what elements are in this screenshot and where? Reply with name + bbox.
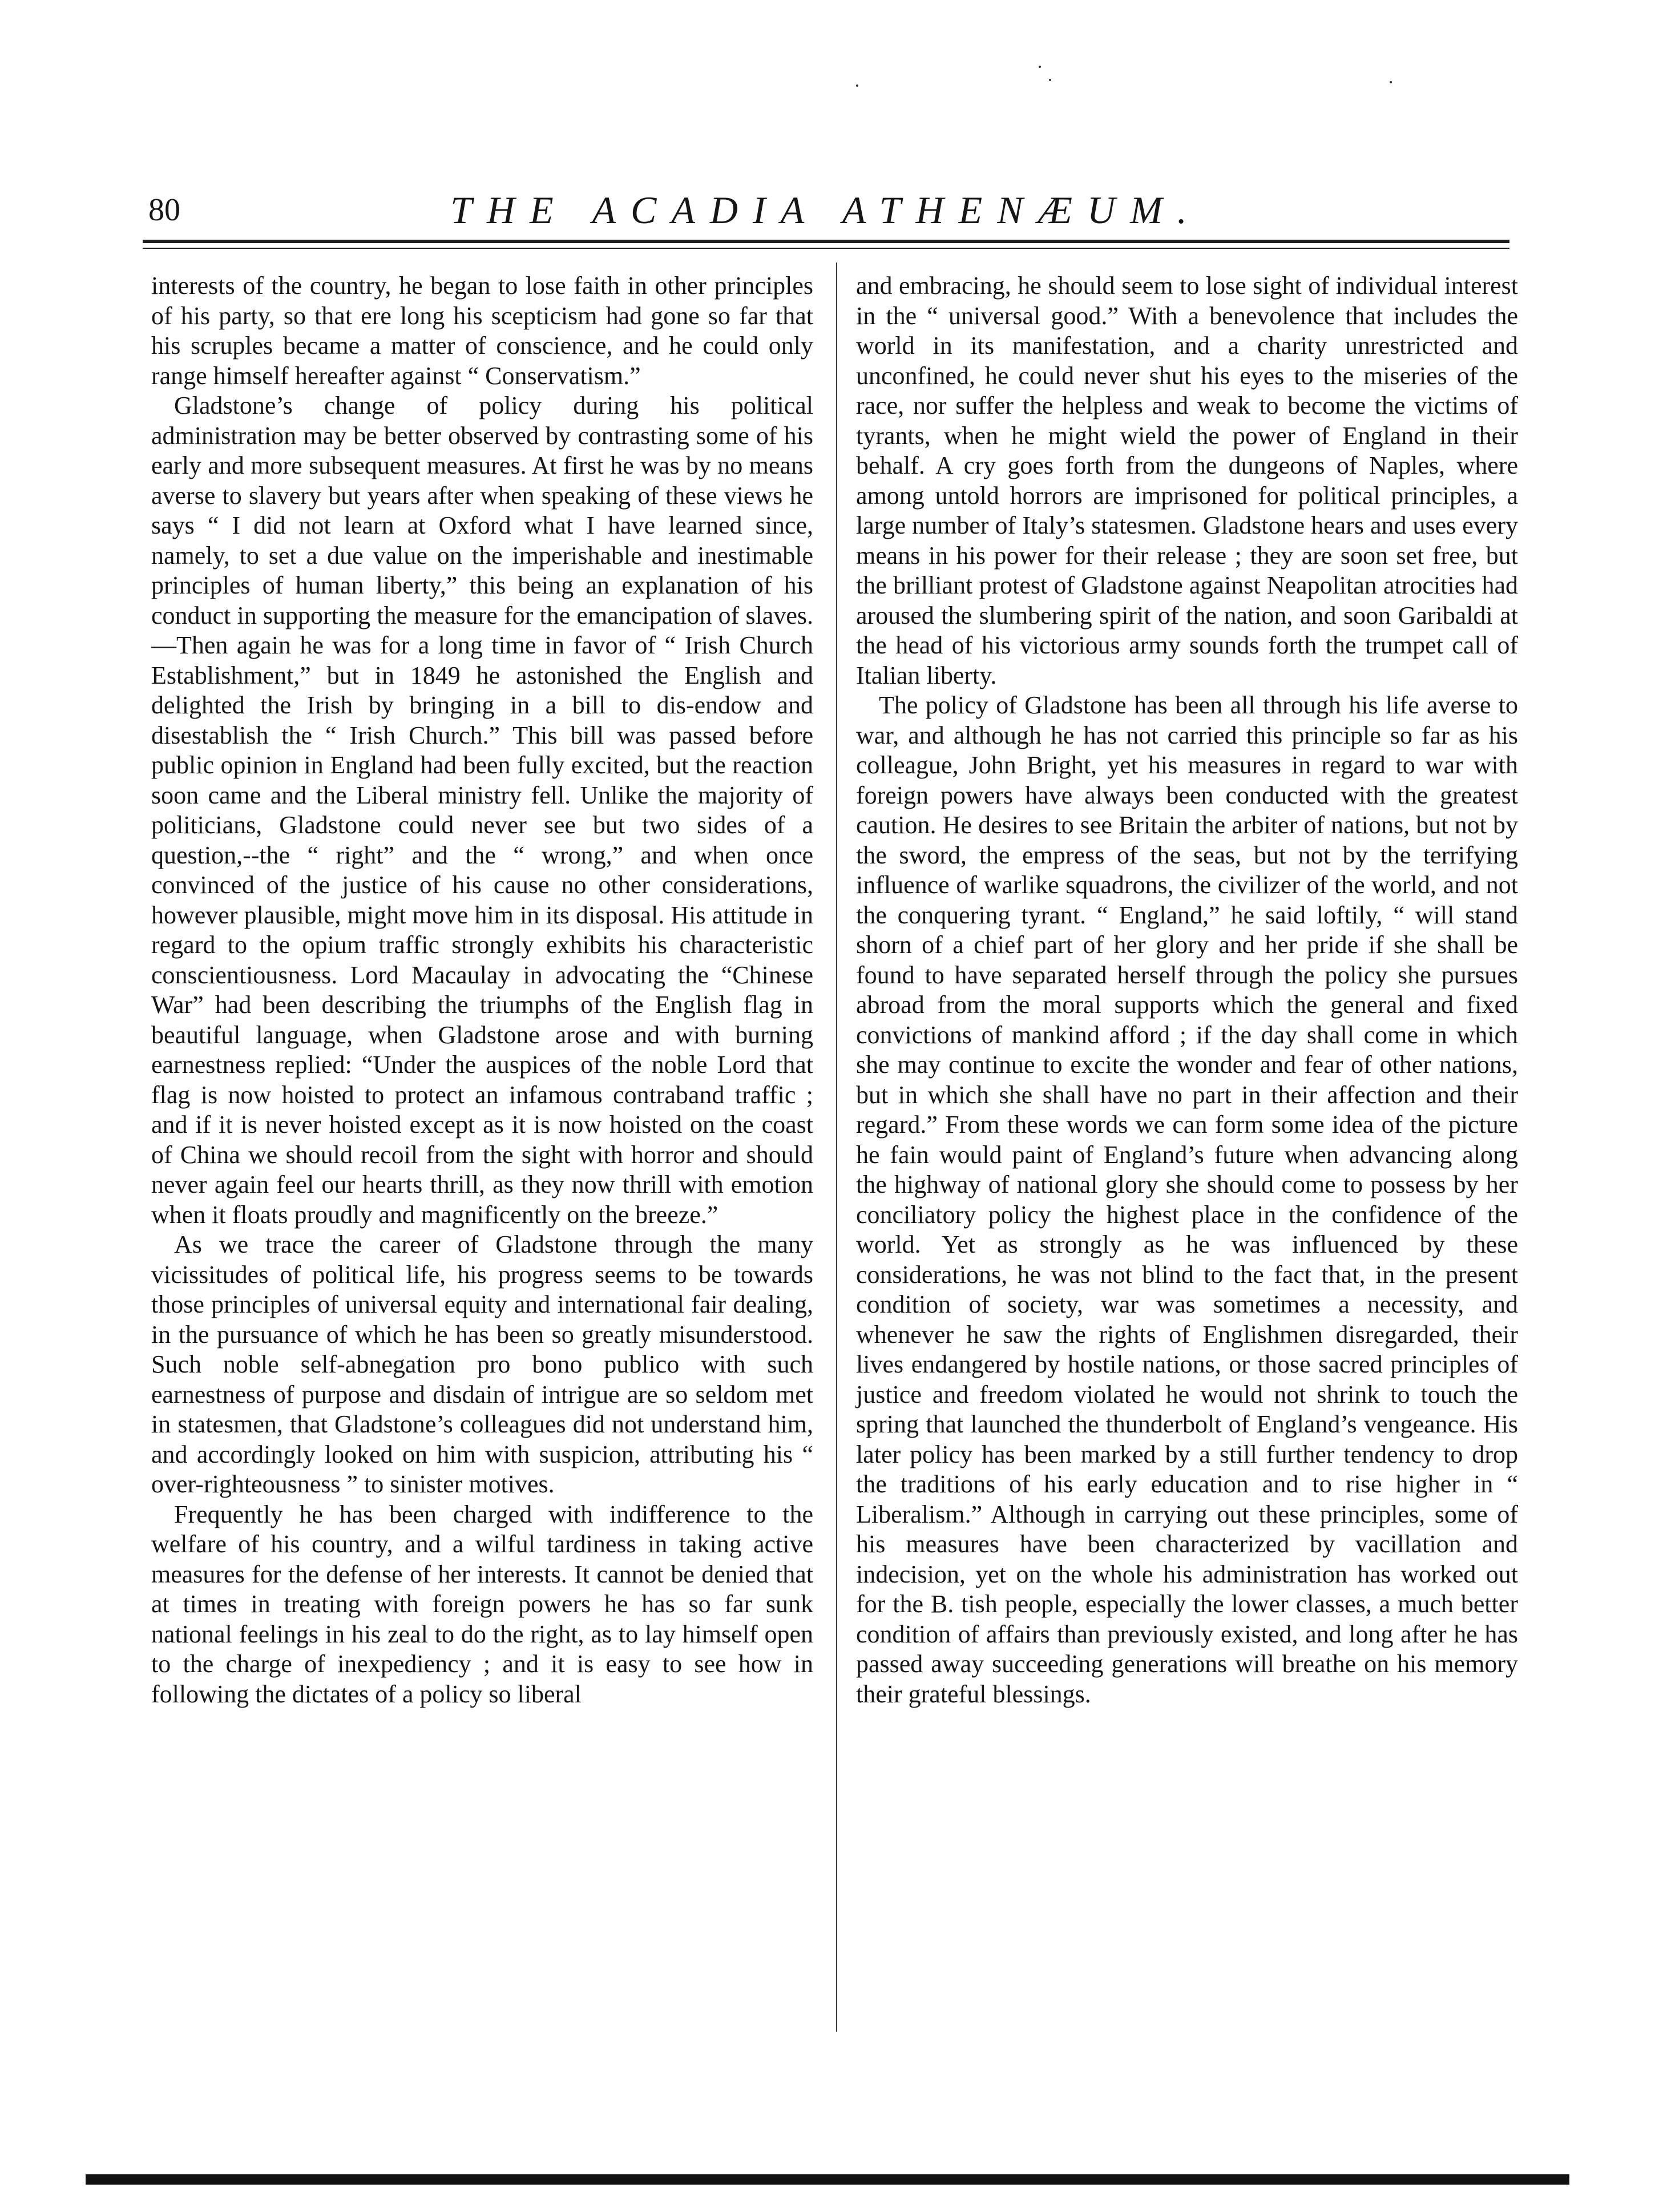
page-number: 80: [148, 192, 180, 228]
journal-title: THE ACADIA ATHENÆUM.: [450, 188, 1202, 232]
page-header: [143, 181, 1509, 239]
header-rule: [143, 240, 1509, 243]
header-rule-thin: [143, 248, 1509, 249]
paragraph: Gladstone’s change of policy during his political administration may be better observed by contrasting some of his early and more subsequent measures. At first he was by no means averse to slavery but years after when speaking of these views he says “ I did not learn at Oxford what I have learned since, namely, to set a due value on the imperishable and inestimable principles of human liberty,” this being an explanation of his conduct in supporting the measure for the emancipation of slaves.—Then again he was for a long time in favor of “ Irish Church Establishment,” but in 1849 he astonished the English and delighted the Irish by bringing in a bill to dis-endow and disestablish the “ Irish Church.” This bill was passed before public opinion in England had been fully excited, but the reaction soon came and the Liberal ministry fell. Unlike the majority of politicians, Gladstone could never see but two sides of a question,--the “ right” and the “ wrong,” and when once convinced of the justice of his cause no other considerations, however plausible, might move him in its disposal. His attitude in regard to the opium traffic strongly exhibits his characteristic conscientiousness. Lord Macaulay in advocating the “Chinese War” had been describing the triumphs of the English flag in beautiful language, when Gladstone arose and with burning earnestness replied: “Under the auspices of the noble Lord that flag is now hoisted to protect an infamous contraband traffic ; and if it is never hoisted except as it is now hoisted on the coast of China we should recoil from the sight with horror and should never again feel our hearts thrill, as they now thrill with emotion when it floats proudly and magnificently on the breeze.”: [151, 391, 813, 1229]
paragraph: As we trace the career of Gladstone through the many vicissitudes of political life, his progress seems to be towards those principles of universal equity and international fair dealing, in the pursuance of which he has been so greatly misunderstood. Such noble self-abnegation pro bono publico with such earnestness of purpose and disdain of intrigue are so seldom met in statesmen, that Gladstone’s colleagues did not understand him, and accordingly looked on him with suspicion, attributing his “ over-righteousness ” to sinister motives.: [151, 1230, 813, 1498]
paragraph: interests of the country, he began to lose faith in other principles of his party, so that ere long his scepticism had gone so far that his scruples became a matter of conscience, and he could only range himself hereafter against “ Conservatism.”: [151, 272, 813, 390]
column-divider: [836, 263, 837, 2032]
right-column: [856, 271, 1518, 1709]
paragraph: and embracing, he should seem to lose sight of individual interest in the “ universal good.” With a benevolence that includes the world in its manifestation, and a charity unrestricted and unconfined, he could never shut his eyes to the miseries of the race, nor suffer the helpless and weak to become the victims of tyrants, when he might wield the power of England in their behalf. A cry goes forth from the dungeons of Naples, where among untold horrors are imprisoned for political principles, a large number of Italy’s statesmen. Gladstone hears and uses every means in his power for their release ; they are soon set free, but the brilliant protest of Gladstone against Neapolitan atrocities had aroused the slumbering spirit of the nation, and soon Garibaldi at the head of his victorious army sounds forth the trumpet call of Italian liberty.: [856, 272, 1518, 689]
footer-rule: [86, 2174, 1569, 2185]
left-column: [151, 271, 813, 1709]
print-speck: [856, 84, 858, 87]
paragraph: Frequently he has been charged with indifference to the welfare of his country, and a wilful tardiness in taking active measures for the defense of her interests. It cannot be denied that at times in treating with foreign powers he has so far sunk national feelings in his zeal to do the right, as to lay himself open to the charge of inexpediency ; and it is easy to see how in following the dictates of a policy so liberal: [151, 1500, 813, 1708]
print-speck: [1390, 81, 1392, 83]
print-speck: [1039, 66, 1041, 68]
print-speck: [1049, 79, 1051, 81]
paragraph: The policy of Gladstone has been all through his life averse to war, and although he has not carried this principle so far as his colleague, John Bright, yet his measures in regard to war with foreign powers have always been conducted with the greatest caution. He desires to see Britain the arbiter of nations, but not by the sword, the empress of the seas, but not by the terrifying influence of warlike squadrons, the civilizer of the world, and not the conquering tyrant. “ England,” he said loftily, “ will stand shorn of a chief part of her glory and her pride if she shall be found to have separated herself through the policy she pursues abroad from the moral supports which the general and fixed convictions of mankind afford ; if the day shall come in which she may continue to excite the wonder and fear of other nations, but in which she shall have no part in their affection and their regard.” From these words we can form some idea of the picture he fain would paint of England’s future when advancing along the highway of national glory she should come to possess by her conciliatory policy the highest place in the confidence of the world. Yet as strongly as he was influenced by these considerations, he was not blind to the fact that, in the present condition of society, war was sometimes a necessity, and whenever he saw the rights of Englishmen disregarded, their lives endangered by hostile nations, or those sacred principles of justice and freedom violated he would not shrink to touch the spring that launched the thunderbolt of England’s vengeance. His later policy has been marked by a still further tendency to drop the traditions of his early education and to rise higher in “ Liberalism.” Although in carrying out these principles, some of his measures have been characterized by vacillation and indecision, yet on the whole his administration has worked out for the B. tish people, especially the lower classes, a much better condition of affairs than previously existed, and long after he has passed away succeeding generations will breathe on his memory their grateful blessings.: [856, 691, 1518, 1708]
